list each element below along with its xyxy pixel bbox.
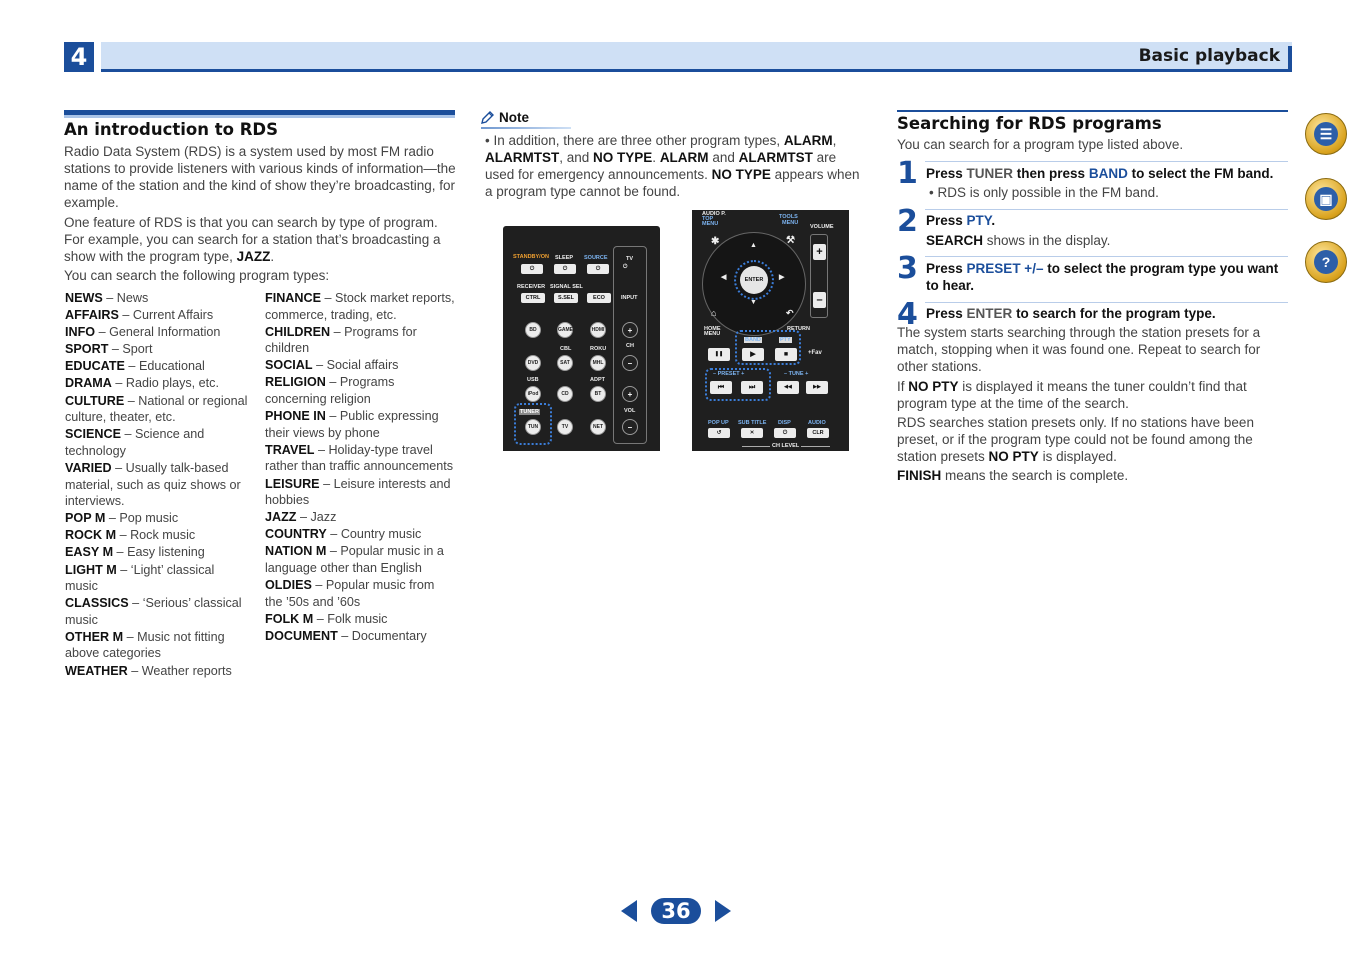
note-and2: and <box>708 150 739 165</box>
roku-label: ROKU <box>590 346 607 352</box>
program-type-name: COUNTRY <box>265 527 327 542</box>
chapter-title: Basic playback <box>1138 46 1280 66</box>
program-type-desc: – Programs for children <box>265 324 417 356</box>
note-underline <box>481 127 571 129</box>
preset-plus-button[interactable]: ⏭ <box>741 381 763 394</box>
program-type-desc: – ‘Light’ classical music <box>65 562 215 594</box>
program-type-desc: – Folk music <box>313 611 388 626</box>
s2-a: Press <box>926 213 967 228</box>
step-1-number: 1 <box>897 156 918 191</box>
program-type-item <box>265 611 455 628</box>
program-type-name: SCIENCE <box>65 427 121 442</box>
step-1-text <box>926 165 1288 182</box>
note-mid: are used for emergency announcements. <box>485 150 837 182</box>
adpt-label: ADPT <box>590 377 605 383</box>
return-label: RETURN <box>787 326 810 332</box>
shuffle-button[interactable]: ⨯ <box>741 428 763 438</box>
remote1-receiver-label: RECEIVER <box>517 284 546 290</box>
program-type-name: EASY M <box>65 545 114 560</box>
program-type-name: WEATHER <box>65 663 128 678</box>
program-type-desc: – National or regional culture, theater, etc. <box>65 393 248 425</box>
star-icon[interactable]: ✱ <box>711 236 720 247</box>
program-type-item <box>265 408 455 441</box>
remote1-standby-label: STANDBY/ON <box>513 254 549 260</box>
s1-tuner: TUNER <box>966 166 1014 181</box>
preset-label: – PRESET + <box>713 371 745 377</box>
ch-minus-button[interactable]: – <box>622 355 638 371</box>
step-1-bullet: • RDS is only possible in the FM band. <box>929 185 1159 200</box>
program-type-desc: – Rock music <box>116 528 196 543</box>
remote-icon[interactable] <box>1305 178 1347 220</box>
s4-b: to search for the program type. <box>1012 306 1216 321</box>
help-icon[interactable] <box>1305 241 1347 283</box>
home-label: HOME <box>704 326 721 332</box>
top-label: TOP <box>702 216 714 222</box>
section-bar <box>64 110 455 118</box>
clr-button[interactable]: CLR <box>807 428 829 438</box>
search-paragraph-4 <box>897 467 1289 484</box>
remote-image-1 <box>503 226 660 451</box>
program-type-item <box>265 290 455 323</box>
tuner-label: TUNER <box>520 409 539 415</box>
note-heading <box>481 110 529 125</box>
program-type-item <box>265 357 455 374</box>
step-2-line <box>925 209 1288 210</box>
program-type-desc: – Jazz <box>296 510 337 525</box>
program-type-desc: – Country music <box>326 527 422 542</box>
subtitle-label: SUB TITLE <box>738 420 767 426</box>
program-type-desc: – Leisure interests and hobbies <box>265 476 451 508</box>
s2-search: SEARCH <box>926 233 984 248</box>
tv-input-button[interactable]: TV <box>557 419 573 435</box>
vol-label: VOL <box>624 408 636 414</box>
step-2-detail <box>926 232 1288 249</box>
pty-label: PTY <box>780 337 791 343</box>
step-2-number: 2 <box>897 204 918 239</box>
ssel-button[interactable]: S.SEL <box>554 293 578 303</box>
program-type-name: FINANCE <box>265 291 321 305</box>
search-intro: You can search for a program type listed above. <box>897 137 1184 152</box>
program-type-item <box>265 442 455 475</box>
program-type-item <box>65 426 250 459</box>
wrench-icon[interactable]: ⚒ <box>786 235 795 246</box>
step-3-line <box>925 256 1288 257</box>
p2-a: If <box>897 379 909 394</box>
remote1-sleep-label: SLEEP <box>555 255 574 261</box>
program-type-desc: – Current Affairs <box>118 308 214 323</box>
program-type-name: JAZZ <box>265 510 297 525</box>
program-type-name: OTHER M <box>65 629 124 644</box>
vol-plus-button[interactable]: + <box>622 386 638 402</box>
step-1-line <box>925 161 1288 162</box>
s4-enter: ENTER <box>966 306 1013 321</box>
note-alarm: ALARM <box>783 133 833 148</box>
volume-label: VOLUME <box>810 224 834 230</box>
s3-preset: PRESET +/– <box>966 261 1044 276</box>
hdmi-button[interactable]: HDMI <box>590 322 606 338</box>
preset-minus-button[interactable]: ⏮ <box>710 381 732 394</box>
step-2-text <box>926 212 1288 229</box>
program-type-item <box>265 543 455 576</box>
program-type-name: CHILDREN <box>265 324 331 339</box>
p3-nopty: NO PTY <box>988 449 1039 464</box>
tv-power-icon[interactable]: ⏻ <box>623 264 628 270</box>
program-type-name: SOCIAL <box>265 358 313 373</box>
program-type-name: VARIED <box>65 460 112 475</box>
note-alarmtst2: ALARMTST <box>738 150 813 165</box>
s2-pty: PTY <box>966 213 992 228</box>
program-type-item <box>265 509 455 526</box>
program-type-name: NATION M <box>265 544 327 559</box>
sat-button[interactable]: SAT <box>557 355 573 371</box>
remote1-signalsel-label: SIGNAL SEL <box>550 284 583 290</box>
tune-label: – TUNE + <box>784 371 809 377</box>
program-type-desc: – General Information <box>95 325 221 340</box>
program-type-desc: – Sport <box>108 342 153 357</box>
program-type-desc: – Popular music from the ’50s and ’60s <box>265 578 435 609</box>
volume-plus-button[interactable]: + <box>813 244 826 260</box>
program-type-item <box>65 324 250 341</box>
program-type-name: ROCK M <box>65 528 117 543</box>
note-and1: , and <box>559 150 594 165</box>
program-type-desc: – Programs concerning religion <box>265 375 395 407</box>
game-button[interactable]: GAME <box>557 322 573 338</box>
intro-paragraph-1: Radio Data System (RDS) is a system used by most FM radio stations to provide listeners with various kinds of information—the name of the station and the kind of show they’re broadcasting, for example. <box>64 144 456 210</box>
program-type-name: LEISURE <box>265 476 320 491</box>
usb-label: USB <box>527 377 539 383</box>
program-type-name: INFO <box>65 325 96 340</box>
program-type-name: CULTURE <box>65 393 125 408</box>
search-paragraph-1: The system starts searching through the station presets for a match, stopping when it was found one. Repeat to search for other stations. <box>897 325 1261 374</box>
vol-minus-button[interactable]: – <box>622 419 638 435</box>
up-arrow-icon[interactable]: ▲ <box>750 242 757 249</box>
remote-image-2 <box>692 210 849 451</box>
cbl-label: CBL <box>560 346 572 352</box>
program-type-name: EDUCATE <box>65 359 125 374</box>
intro-paragraph-3: You can search the following program types: <box>64 268 330 283</box>
p3-b: is displayed. <box>1038 449 1117 464</box>
s3-b: to select the program type you want to hear. <box>926 261 1279 293</box>
eco-button[interactable]: ECO <box>587 293 611 303</box>
program-type-desc: – Pop music <box>105 511 179 526</box>
program-type-item <box>65 375 250 392</box>
program-type-name: DOCUMENT <box>265 628 338 643</box>
program-type-item <box>265 628 455 645</box>
program-type-desc: – Usually talk-based material, such as quiz shows or interviews. <box>65 460 241 509</box>
note-end: appears when a program type cannot be found. <box>485 167 860 199</box>
s3-a: Press <box>926 261 967 276</box>
s4-a: Press <box>926 306 967 321</box>
program-type-desc: – Documentary <box>337 628 427 643</box>
audio-p-label: AUDIO P. <box>702 211 726 217</box>
program-type-item <box>65 510 250 527</box>
chapter-header-bar <box>101 42 1292 69</box>
program-type-item <box>65 290 250 307</box>
enter-button[interactable]: ENTER <box>740 266 768 294</box>
dvd-button[interactable]: DVD <box>525 355 541 371</box>
fav-button[interactable]: +Fav <box>808 350 822 356</box>
ch-label: CH <box>626 343 634 349</box>
cd-button[interactable]: CD <box>557 386 573 402</box>
search-heading: Searching for RDS programs <box>897 114 1162 133</box>
down-arrow-icon[interactable]: ▼ <box>750 299 757 306</box>
mhl-button[interactable]: MHL <box>590 355 606 371</box>
band-button[interactable]: ▶ <box>742 348 764 361</box>
program-type-item <box>65 307 250 324</box>
tools-label: TOOLS <box>779 214 798 220</box>
program-type-desc: – Public expressing their views by phone <box>265 409 439 440</box>
chapter-header-underline <box>101 69 1292 72</box>
pencil-icon <box>481 111 494 124</box>
program-type-name: POP M <box>65 511 106 526</box>
program-type-item <box>65 341 250 358</box>
s2-b: . <box>991 213 996 228</box>
program-type-desc: – Easy listening <box>113 545 205 560</box>
program-type-name: SPORT <box>65 342 109 357</box>
help-icon-glyph: ? <box>1314 250 1338 274</box>
program-type-item <box>65 358 250 375</box>
program-type-name: OLDIES <box>265 578 312 593</box>
program-type-name: FOLK M <box>265 611 314 626</box>
source-button[interactable]: ⏻ <box>587 264 609 274</box>
tune-plus-button[interactable]: ▶▶ <box>806 381 828 394</box>
intro-paragraph-2 <box>64 214 456 265</box>
bd-button[interactable]: BD <box>525 322 541 338</box>
return-icon[interactable]: ↶ <box>786 308 794 318</box>
program-type-name: CLASSICS <box>65 596 129 611</box>
p4-b: means the search is complete. <box>941 468 1129 483</box>
ch-level-label: CH LEVEL <box>772 443 800 449</box>
input-button[interactable]: INPUT <box>621 295 638 301</box>
note-t1: • In addition, there are three other program types, <box>485 133 784 148</box>
jazz-word: JAZZ <box>236 249 271 264</box>
tune-minus-button[interactable]: ◀◀ <box>777 381 799 394</box>
tools-menu-label: MENU <box>782 220 799 226</box>
p2-b: is displayed it means the tuner couldn’t find that program type at the time of the search. <box>897 379 1247 411</box>
program-type-item <box>65 595 250 628</box>
program-type-item <box>65 393 250 426</box>
disp-button[interactable]: ⏻ <box>774 428 796 438</box>
program-type-name: NEWS <box>65 291 103 305</box>
book-icon-glyph: ☰ <box>1314 122 1338 146</box>
p3-a: RDS searches station presets only. If no stations have been preset, or if the program type could not be found among the station presets <box>897 415 1254 464</box>
program-types-left <box>65 290 250 680</box>
program-type-name: TRAVEL <box>265 442 315 457</box>
home-icon[interactable]: ⌂ <box>711 308 717 318</box>
note-heading-text: Note <box>499 110 529 125</box>
band-label: BAND <box>745 337 761 343</box>
ctrl-button[interactable]: CTRL <box>521 293 545 303</box>
next-page-arrow-icon[interactable] <box>715 900 731 922</box>
note-notype: NO TYPE <box>593 150 653 165</box>
program-type-item <box>265 374 455 407</box>
remote1-tv-label: TV <box>626 256 634 262</box>
program-type-desc: – Weather reports <box>127 663 232 678</box>
program-type-item <box>65 544 250 561</box>
intro-paragraph-2-text: One feature of RDS is that you can search by type of program. For example, you can search for a station that’s broadcasting a show with the program type, <box>64 215 441 264</box>
note-dot: . <box>652 150 660 165</box>
intro-heading: An introduction to RDS <box>64 120 278 139</box>
book-icon[interactable] <box>1305 113 1347 155</box>
program-type-name: PHONE IN <box>265 409 326 424</box>
chapter-header-end <box>1288 46 1292 72</box>
ipod-button[interactable]: iPod <box>525 386 541 402</box>
program-type-item <box>65 460 250 510</box>
tun-button[interactable]: TUN <box>525 419 541 435</box>
home-menu-label: MENU <box>704 331 721 337</box>
program-type-desc: – Stock market reports, commerce, trading, etc. <box>265 291 455 322</box>
program-type-item <box>65 527 250 544</box>
pty-button[interactable]: ■ <box>775 348 797 361</box>
program-type-item <box>265 526 455 543</box>
program-type-desc: – News <box>102 291 149 305</box>
bt-button[interactable]: BT <box>590 386 606 402</box>
program-type-desc: – Science and technology <box>65 427 205 458</box>
step-3-text <box>926 260 1288 294</box>
s1-b: then press <box>1013 166 1089 181</box>
standby-button[interactable]: ⏻ <box>521 264 543 274</box>
net-button[interactable]: NET <box>590 419 606 435</box>
program-type-desc: – Radio plays, etc. <box>111 376 219 391</box>
note-comma: , <box>832 133 837 148</box>
note-notype2: NO TYPE <box>711 167 771 182</box>
prev-page-arrow-icon[interactable] <box>621 900 637 922</box>
search-paragraph-3 <box>897 414 1289 465</box>
s1-c: to select the FM band. <box>1127 166 1274 181</box>
step-4-line <box>925 302 1288 303</box>
program-type-item <box>265 476 455 509</box>
program-type-item <box>65 562 250 595</box>
program-type-name: AFFAIRS <box>65 308 119 323</box>
program-type-name: LIGHT M <box>65 562 117 577</box>
search-section-line <box>897 110 1288 112</box>
s1-a: Press <box>926 166 967 181</box>
s1-band: BAND <box>1088 166 1128 181</box>
program-type-desc: – Educational <box>124 359 205 374</box>
s2-c: shows in the display. <box>983 233 1111 248</box>
program-type-name: DRAMA <box>65 376 112 391</box>
ch-plus-button[interactable]: + <box>622 322 638 338</box>
p4-finish: FINISH <box>897 468 942 483</box>
audio-label: AUDIO <box>808 420 826 426</box>
sleep-button[interactable]: ⏻ <box>554 264 576 274</box>
search-paragraph-2 <box>897 378 1289 412</box>
popup-label: POP UP <box>708 420 729 426</box>
top-menu-label: MENU <box>702 221 719 227</box>
volume-minus-button[interactable]: – <box>813 292 826 308</box>
repeat-button[interactable]: ↺ <box>708 428 730 438</box>
p2-nopty: NO PTY <box>908 379 959 394</box>
program-type-item <box>265 324 455 357</box>
program-type-desc: – ‘Serious’ classical music <box>65 596 242 627</box>
remote-icon-glyph: ▣ <box>1314 187 1338 211</box>
program-type-desc: – Popular music in a language other than English <box>265 544 444 575</box>
jazz-end: . <box>270 249 275 264</box>
program-type-item <box>65 629 250 662</box>
program-types-right <box>265 290 455 645</box>
note-alarmtst: ALARMTST <box>485 150 560 165</box>
step-3-number: 3 <box>897 251 918 286</box>
note-alarm2: ALARM <box>659 150 709 165</box>
right-arrow-icon[interactable]: ▶ <box>779 274 785 281</box>
program-type-name: RELIGION <box>265 375 326 390</box>
page-number: 36 <box>651 898 701 924</box>
chapter-number-badge: 4 <box>64 42 94 72</box>
pause-button[interactable]: ❚❚ <box>708 348 730 361</box>
program-type-desc: – Social affairs <box>312 358 399 373</box>
remote1-source-label: SOURCE <box>584 255 608 261</box>
left-arrow-icon[interactable]: ◀ <box>721 274 727 281</box>
step-4-text <box>926 305 1288 322</box>
program-type-desc: – Holiday-type travel rather than traffic announcements <box>265 442 454 474</box>
program-type-desc: – Music not fitting above categories <box>65 629 225 661</box>
program-type-item <box>65 663 250 680</box>
program-type-item <box>265 577 455 610</box>
step-4-number: 4 <box>897 297 918 332</box>
note-text <box>485 132 865 200</box>
disp-label: DISP <box>778 420 791 426</box>
